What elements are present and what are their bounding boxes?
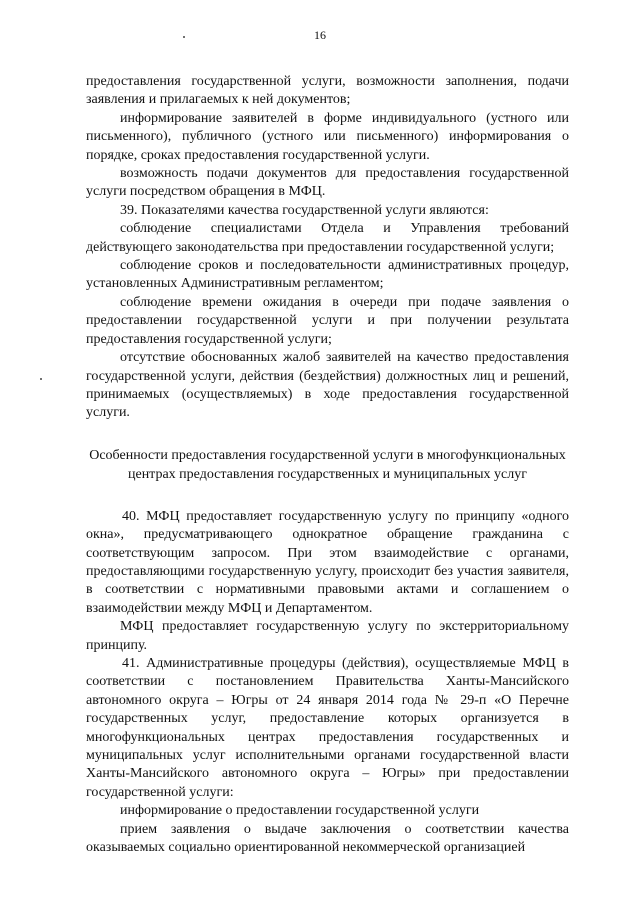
- page-number: 16: [314, 28, 326, 42]
- scan-speck: [40, 378, 42, 380]
- paragraph: отсутствие обоснованных жалоб заявителей на качество предоставления государственной услуги, действия (бездействия) должностных лиц и решений, принимаемых (осуществляемых) в ходе предоставления государственной услуги.: [86, 350, 569, 421]
- paragraph: 41. Административные процедуры (действия), осуществляемые МФЦ в соответствии с постановлением Правительства Ханты-Мансийского автономного округа – Югры от 24 января 2014 года № 29-п «О Перечне государственных услуг, предоставление которых организуется в многофункциональных центрах предоставления государственных и муниципальных услуг исполнительными органами государственной власти Ханты-Мансийского автономного округа – Югры» при предоставлении государственной услуги:: [86, 655, 569, 800]
- paragraph: информирование о предоставлении государственной услуги: [120, 803, 480, 819]
- paragraph: 39. Показателями качества государственной услуги являются:: [120, 202, 489, 218]
- paragraph: прием заявления о выдаче заключения о соответствии качества оказываемых социально ориентированной некоммерческой организацией: [86, 821, 569, 856]
- document-body: [86, 73, 569, 857]
- paragraph: информирование заявителей в форме индивидуального (устного или письменного), публичного (устного или письменного) информирования о порядке, сроках предоставления государственной услуги.: [86, 110, 569, 163]
- paragraph: соблюдение времени ожидания в очереди при подаче заявления о предоставлении государственной услуги и при получении результата предоставления государственной услуги;: [86, 294, 569, 347]
- paragraph: соблюдение сроков и последовательности административных процедур, установленных Административным регламентом;: [86, 258, 569, 292]
- section-heading: Особенности предоставления государственной услуги в многофункциональных центрах предоставления государственных и муниципальных услуг: [89, 447, 566, 482]
- scan-speck: [183, 36, 185, 38]
- paragraph: возможность подачи документов для предоставления государственной услуги посредством обращения в МФЦ.: [86, 166, 569, 200]
- paragraph: МФЦ предоставляет государственную услугу по экстерриториальному принципу.: [86, 619, 569, 653]
- paragraph: соблюдение специалистами Отдела и Управления требований действующего законодательства при предоставлении государственной услуги;: [86, 221, 569, 255]
- paragraph: 40. МФЦ предоставляет государственную услугу по принципу «одного окна», предусматривающего однократное обращение гражданина с соответствующим запросом. При этом взаимодействие с органами, предоставляющими государственную услугу, происходит без участия заявителя, в соответствии с нормативными правовыми актами и соглашением о взаимодействии между МФЦ и Департаментом.: [86, 508, 569, 616]
- paragraph: предоставления государственной услуги, возможности заполнения, подачи заявления и прилагаемых к ней документов;: [86, 74, 569, 108]
